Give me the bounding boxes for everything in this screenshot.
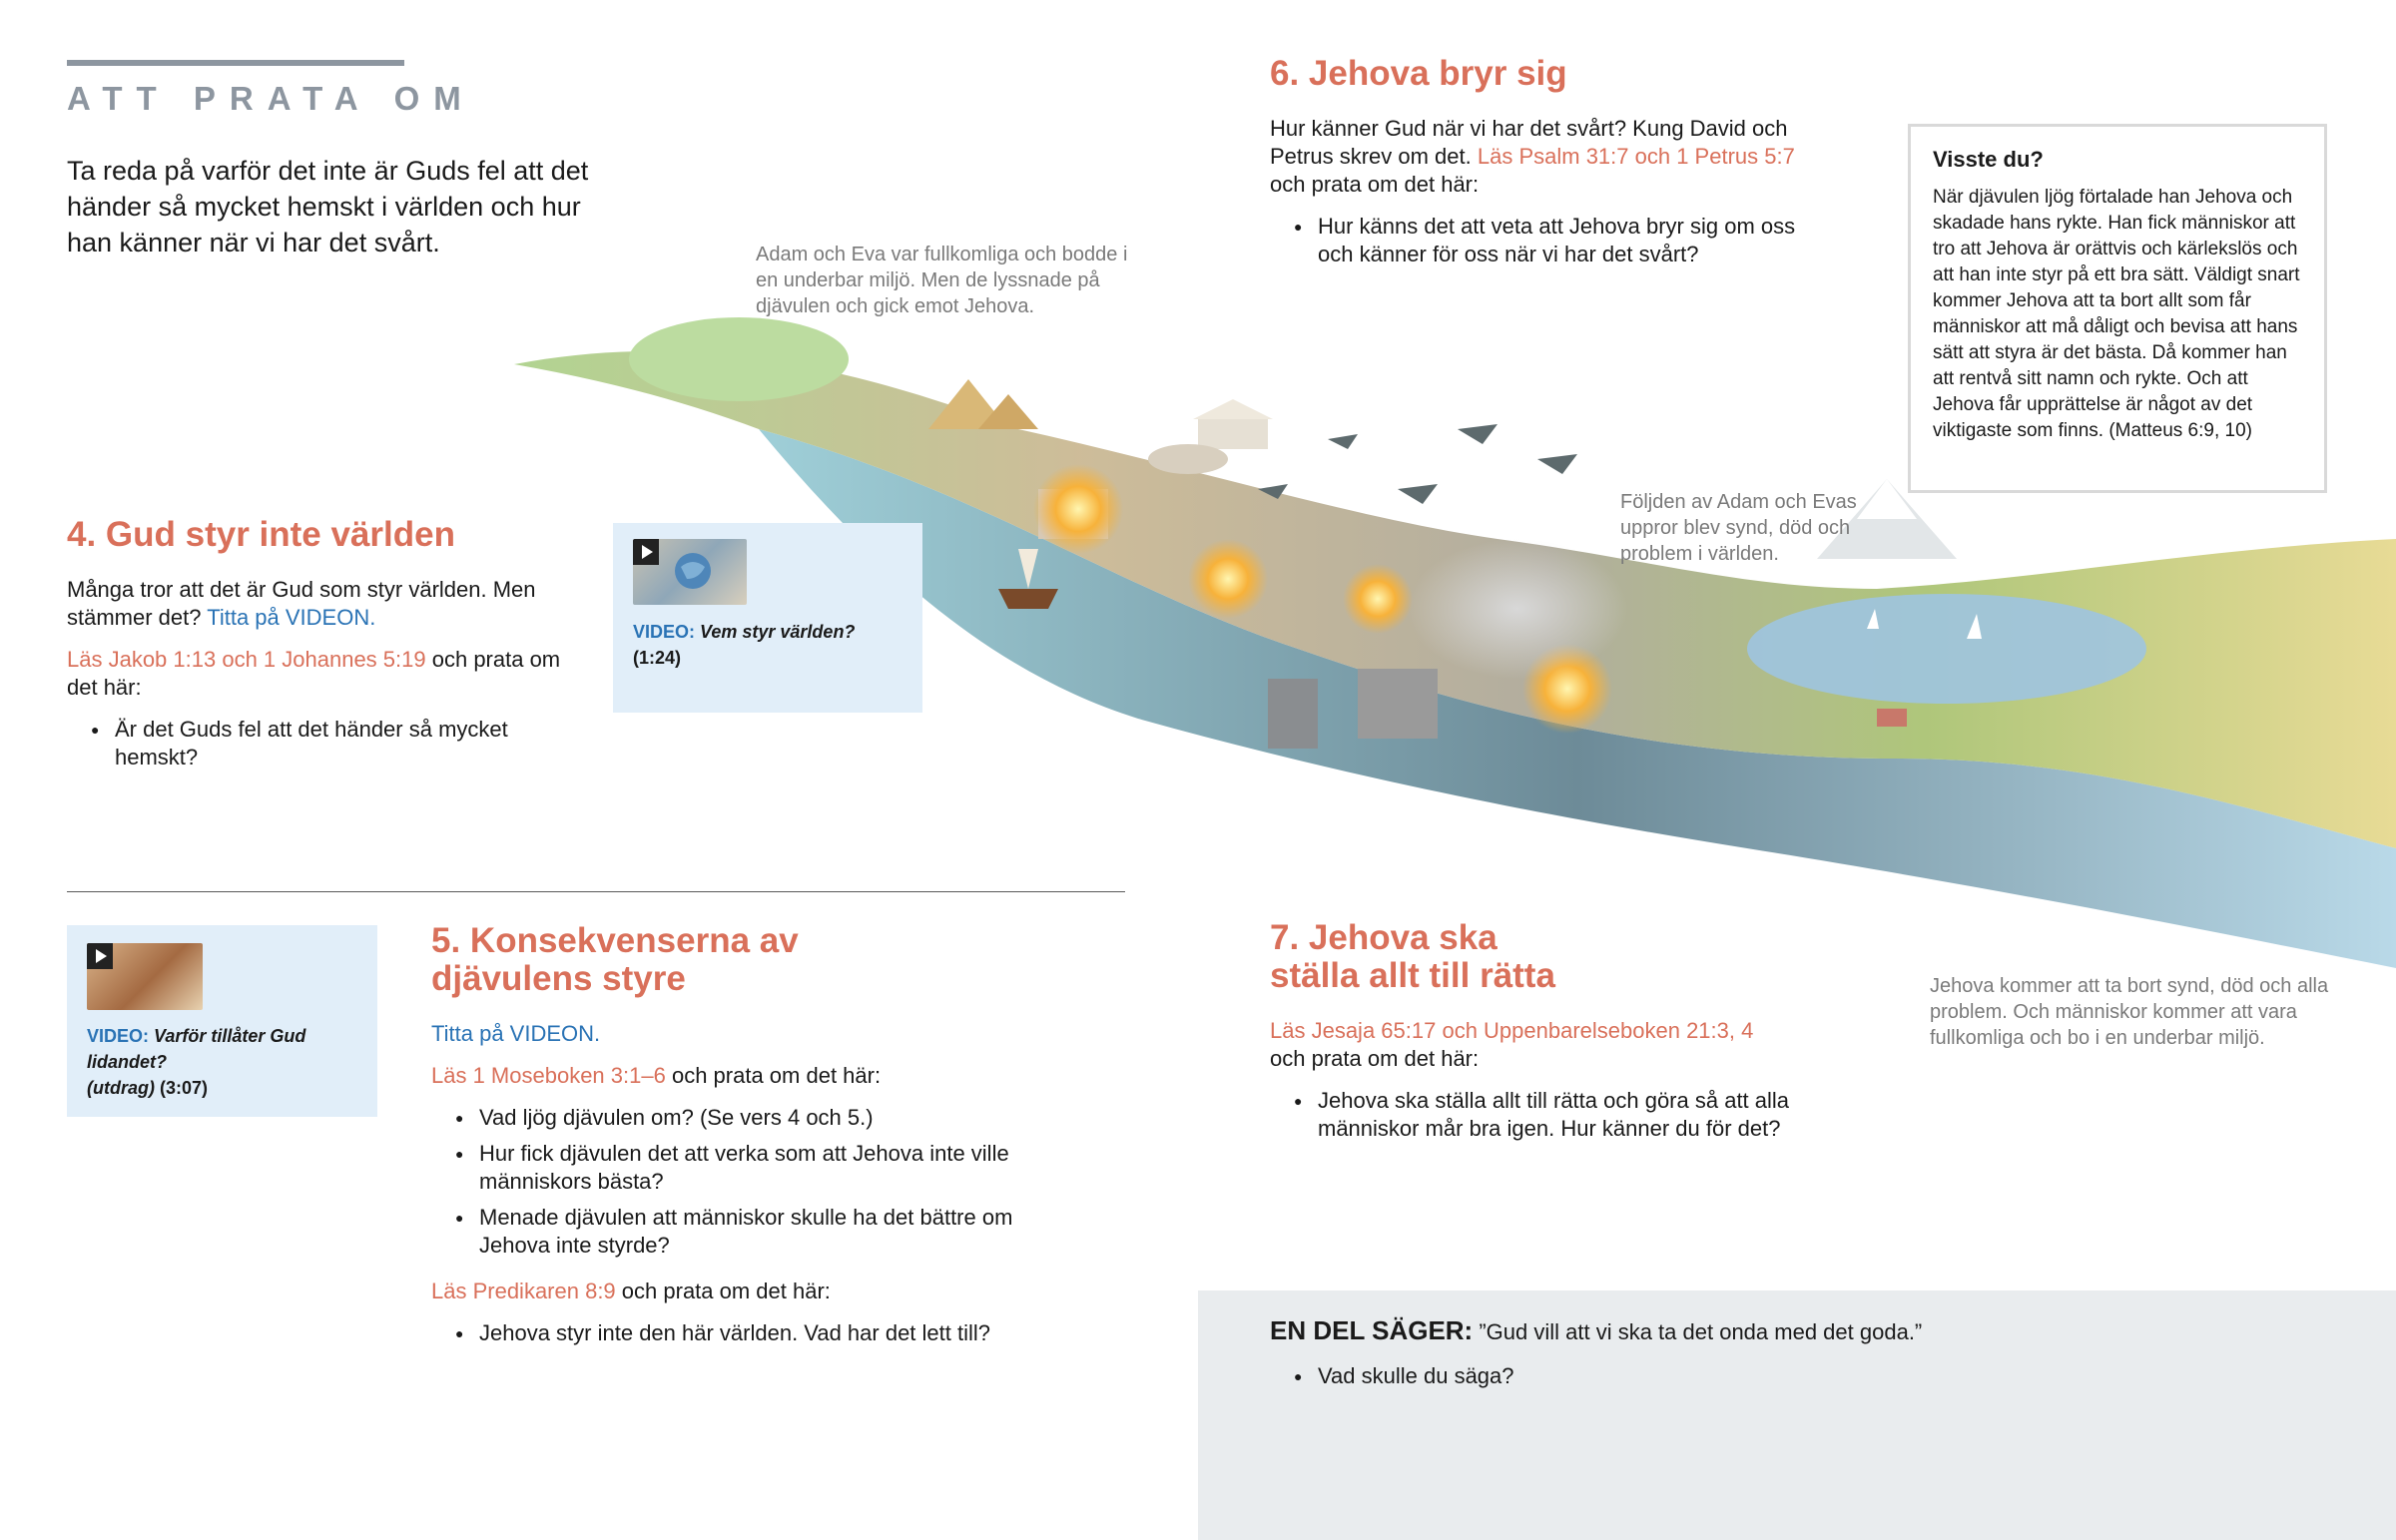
- en-del-sager-bullets: [1294, 1362, 1514, 1398]
- section-7-read: [1270, 1017, 1869, 1073]
- title-line-1: 7. Jehova ska: [1270, 918, 1498, 957]
- video-duration: (3:07): [160, 1078, 209, 1098]
- section-4-bullets: [91, 716, 586, 771]
- section-6-bullets: [1294, 213, 1829, 268]
- video-duration: (1:24): [633, 648, 682, 668]
- en-del-sager-quote: ”Gud vill att vi ska ta det onda med det goda.”: [1479, 1319, 1923, 1344]
- section-4-p1: Många tror att det är Gud som styr världen. Men stämmer det?: [67, 577, 536, 630]
- section-7: [1270, 919, 1869, 1151]
- read-rest: och prata om det här:: [67, 647, 561, 700]
- ship: [998, 589, 1058, 609]
- visste-du-body: När djävulen ljög förtalade han Jehova och skadade hans rykte. Han fick människor att tro att Jehova är orättvis och kärlekslös och att han inte styr på ett bra sätt. Väldigt snart kommer Jehova att ta bort allt som får människor att må dåligt och bevisa att hans sätt att styra är det bästa. Då kommer han att rentvå sitt namn och rykte. Och att Jehova får upprättelse är något av det viktigaste som finns. (Matteus 6:9, 10): [1933, 187, 2300, 441]
- video-thumbnail-1[interactable]: [633, 539, 747, 605]
- section-4-read: [67, 646, 586, 702]
- factory: [1358, 669, 1438, 739]
- video-thumbnail-2[interactable]: [87, 943, 203, 1010]
- video-box-1[interactable]: [613, 523, 922, 713]
- intro-text: Ta reda på varför det inte är Guds fel att det händer så mycket hemskt i världen och hur han känner när vi har det svårt.: [67, 156, 589, 257]
- title-line-1: 5. Konsekvenserna av: [431, 921, 799, 960]
- section-5-bullets-2: [455, 1319, 1070, 1347]
- play-icon[interactable]: [633, 539, 659, 565]
- bullet-item: ● Hur fick djävulen det att verka som att Jehova inte ville människors bästa?: [455, 1140, 1070, 1196]
- cooling-tower: [1268, 679, 1318, 749]
- section-5: [431, 922, 1070, 1355]
- video-label: VIDEO:: [87, 1026, 150, 1046]
- section-6-title: 6. Jehova bryr sig: [1270, 54, 1567, 93]
- scripture-link[interactable]: Läs 1 Moseboken 3:1–6: [431, 1063, 666, 1088]
- play-icon[interactable]: [87, 943, 113, 969]
- watch-video-link[interactable]: Titta på VIDEON.: [431, 1021, 601, 1046]
- en-del-sager-text: [1270, 1316, 2368, 1346]
- caption-consequence: Följden av Adam och Evas uppror blev synd, död och problem i världen.: [1620, 491, 1857, 565]
- scripture-link[interactable]: Läs Psalm 31:7 och 1 Petrus 5:7: [1477, 144, 1795, 169]
- section-5-read-2: [431, 1278, 1070, 1305]
- caption-adam-eva: Adam och Eva var fullkomliga och bodde i en underbar miljö. Men de lyssnade på djävulen och gick emot Jehova.: [756, 244, 1128, 317]
- read-rest: och prata om det här:: [671, 1063, 882, 1088]
- fire: [1343, 564, 1413, 634]
- title-line-2: ställa allt till rätta: [1270, 956, 1555, 995]
- bullet-item: ● Hur känns det att veta att Jehova bryr sig om oss och känner för oss när vi har det svårt?: [1294, 213, 1829, 268]
- section-6-text: [1270, 115, 1829, 199]
- read-rest: och prata om det här:: [621, 1279, 831, 1303]
- read-rest: och prata om det här:: [1270, 172, 1480, 197]
- section-5-read-1: [431, 1062, 1070, 1090]
- section-6-p1: Hur känner Gud när vi har det svårt? Kung David och Petrus skrev om det.: [1270, 116, 1788, 169]
- video-box-2[interactable]: [67, 925, 377, 1117]
- read-rest: och prata om det här:: [1270, 1046, 1480, 1071]
- caption-future: Jehova kommer att ta bort synd, död och alla problem. Och människor kommer att vara fullkomliga och bo i en underbar miljö.: [1930, 975, 2329, 1049]
- video-caption-1: [633, 619, 912, 671]
- section-7-bullets: [1294, 1087, 1869, 1143]
- section-divider: [67, 891, 1125, 892]
- title-line-2: djävulens styre: [431, 959, 686, 998]
- scripture-link[interactable]: Läs Jakob 1:13 och 1 Johannes 5:19: [67, 647, 426, 672]
- smoke: [1408, 539, 1627, 679]
- bullet-item: ● Vad skulle du säga?: [1294, 1362, 1514, 1390]
- bullet-item: ● Jehova ska ställa allt till rätta och göra så att alla människor mår bra igen. Hur känner du för det?: [1294, 1087, 1869, 1143]
- section-6: [1270, 55, 1829, 276]
- watch-video-link[interactable]: Titta på VIDEON.: [207, 605, 376, 630]
- colosseum: [1148, 444, 1228, 474]
- section-4-title: 4. Gud styr inte världen: [67, 515, 455, 554]
- visste-du-box: [1908, 124, 2327, 493]
- video-title: Vem styr världen?: [700, 622, 856, 642]
- fire: [1033, 464, 1123, 554]
- section-4-text: [67, 576, 586, 632]
- video-suffix: (utdrag): [87, 1078, 155, 1098]
- house: [1877, 709, 1907, 727]
- video-label: VIDEO:: [633, 622, 696, 642]
- temple: [1198, 419, 1268, 449]
- section-7-title: [1270, 919, 1869, 995]
- fire: [1188, 539, 1268, 619]
- section-4: [67, 516, 586, 779]
- scripture-link[interactable]: Läs Predikaren 8:9: [431, 1279, 616, 1303]
- visste-du-title: Visste du?: [1933, 147, 2044, 172]
- bullet-item: ● Jehova styr inte den här världen. Vad har det lett till?: [455, 1319, 1070, 1347]
- header-rule: [67, 60, 404, 66]
- lake: [1747, 594, 2146, 704]
- section-5-bullets-1: [455, 1104, 1070, 1260]
- en-del-sager-label: EN DEL SÄGER:: [1270, 1315, 1474, 1345]
- section-title: ATT PRATA OM: [67, 80, 475, 117]
- bullet-item: ● Vad ljög djävulen om? (Se vers 4 och 5.): [455, 1104, 1070, 1132]
- bullet-item: ● Är det Guds fel att det händer så mycket hemskt?: [91, 716, 586, 771]
- hill: [629, 317, 849, 401]
- video-caption-2: [87, 1023, 366, 1101]
- en-del-sager-panel: [1198, 1290, 2396, 1540]
- scripture-link[interactable]: Läs Jesaja 65:17 och Uppenbarelseboken 21:3, 4: [1270, 1018, 1754, 1043]
- airplanes: [1258, 424, 1577, 504]
- bullet-item: ● Menade djävulen att människor skulle ha det bättre om Jehova inte styrde?: [455, 1204, 1070, 1260]
- section-5-title: [431, 922, 1070, 998]
- video-title: Varför tillåter Gud lidandet?: [87, 1026, 306, 1072]
